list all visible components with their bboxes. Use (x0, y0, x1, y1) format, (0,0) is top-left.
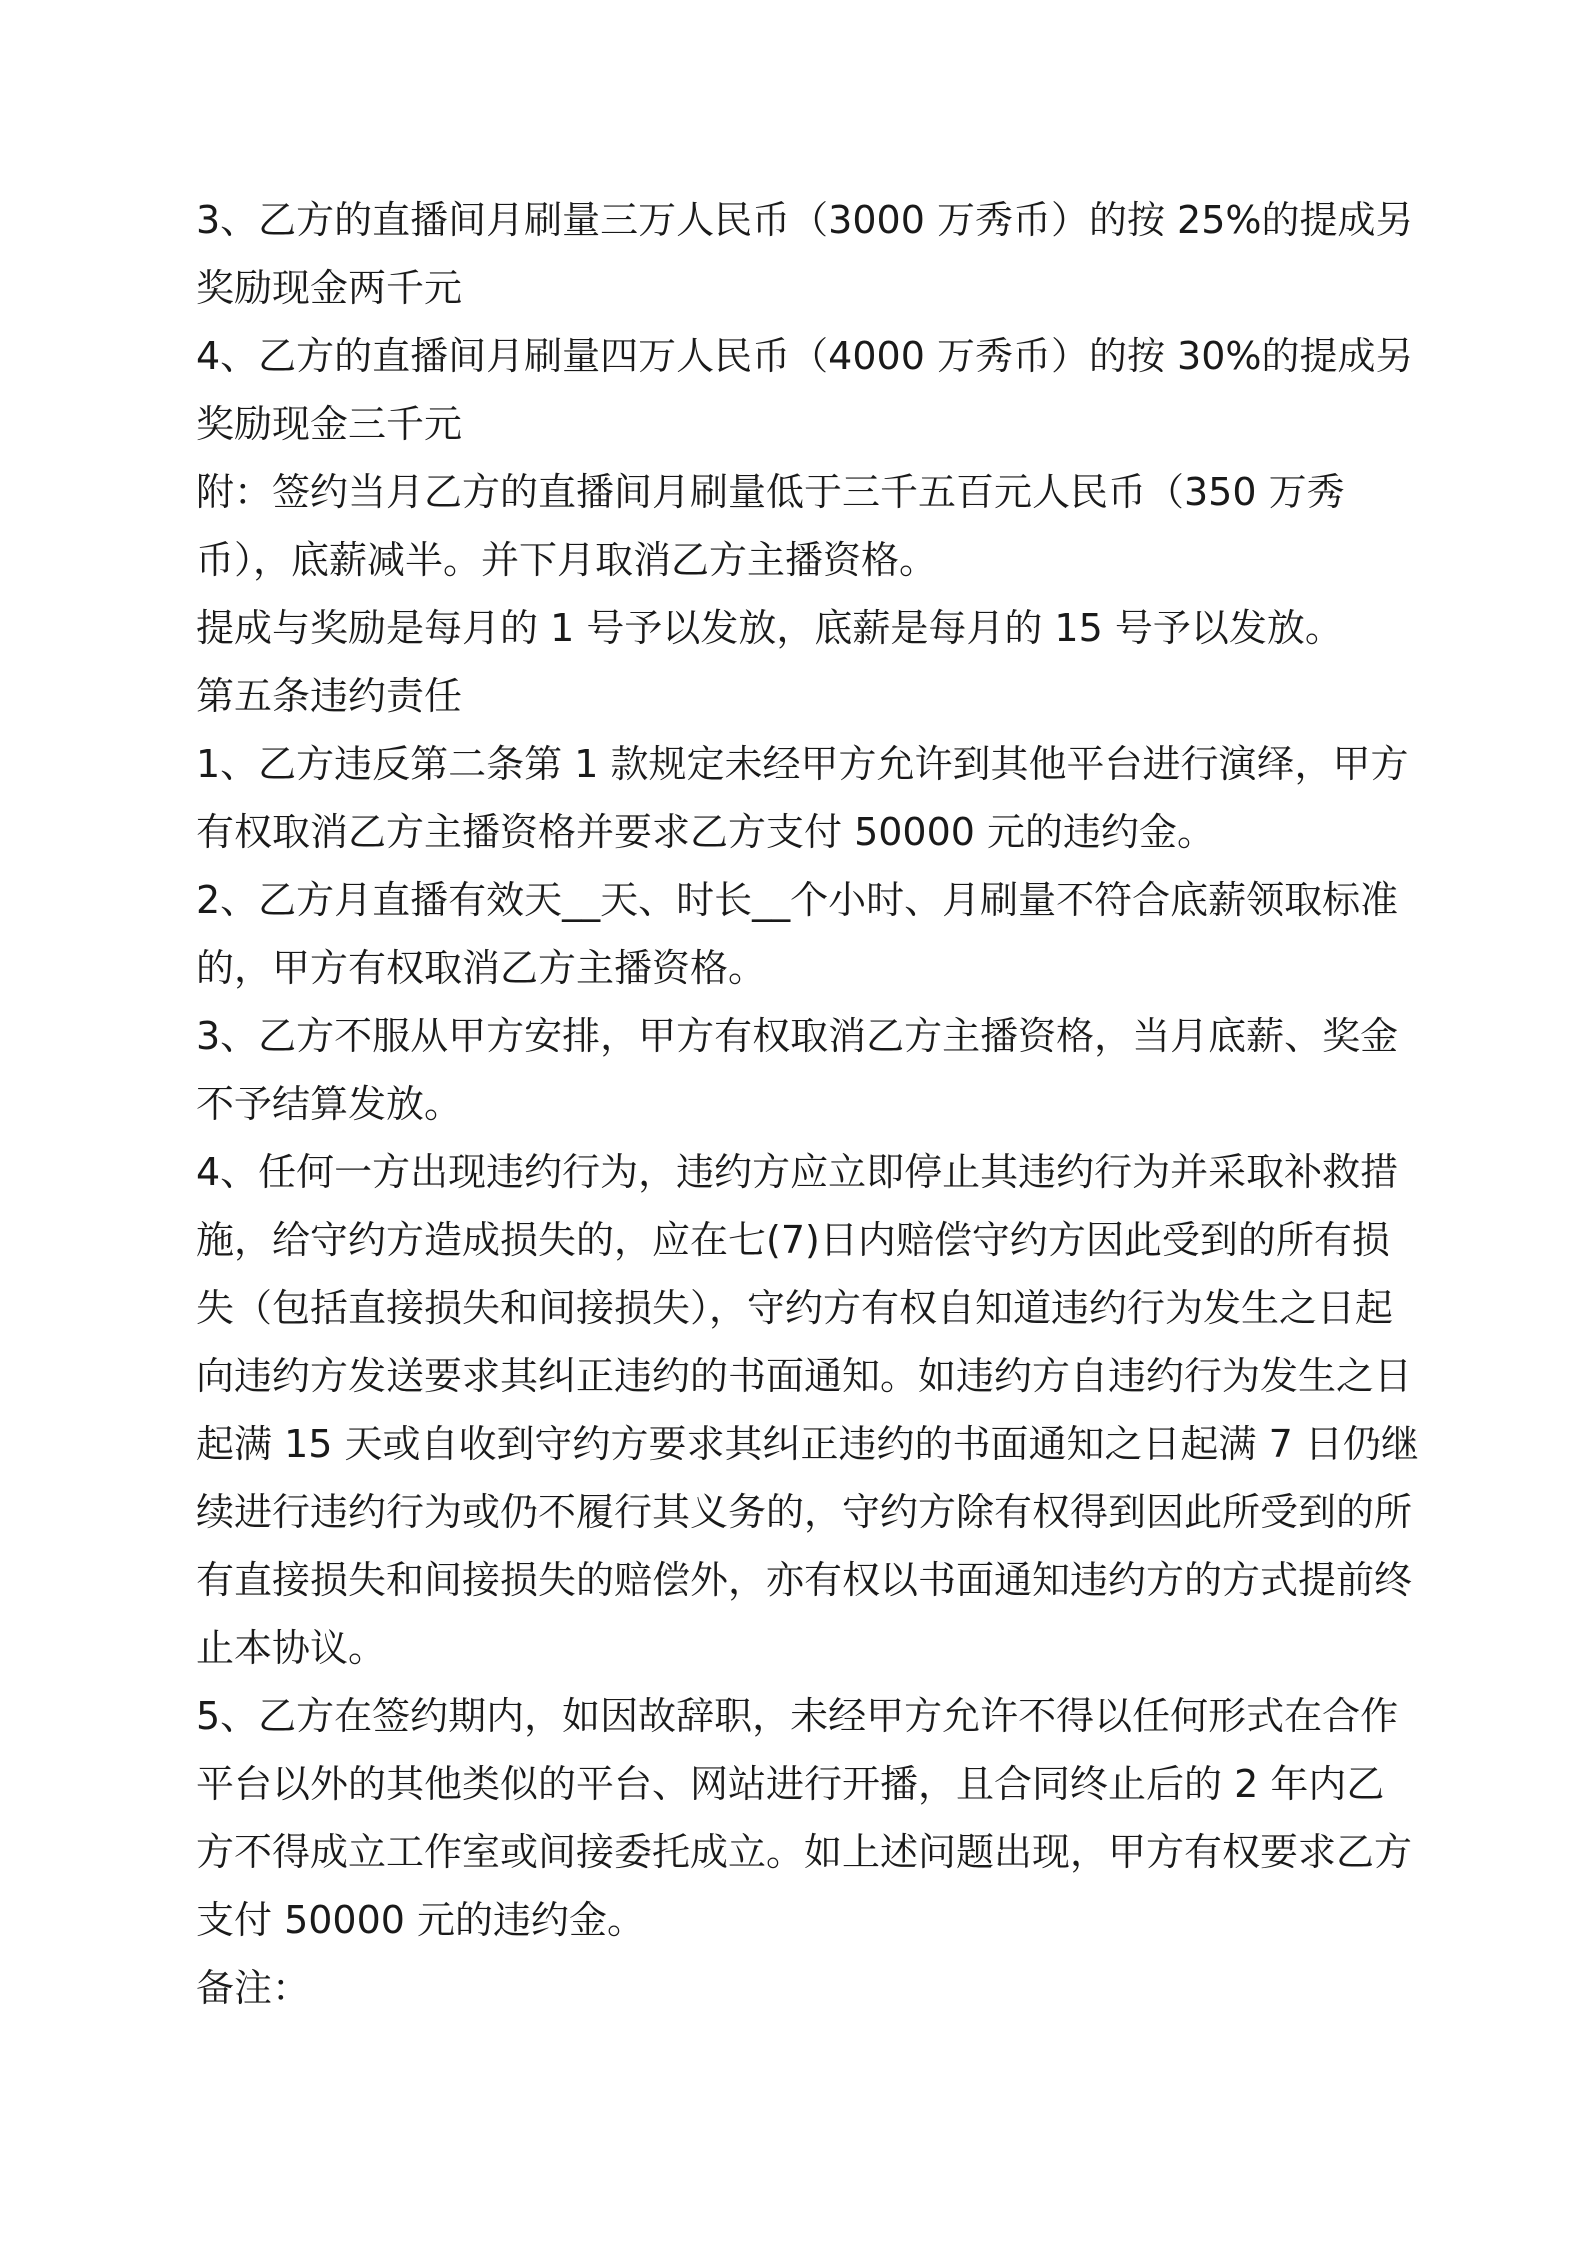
text-line: 5、乙方在签约期内，如因故辞职，未经甲方允许不得以任何形式在合作 (196, 1694, 1399, 1738)
text-line: 4、任何一方出现违约行为，违约方应立即停止其违约行为并采取补救措 (196, 1150, 1399, 1194)
appendix-note (196, 458, 1416, 594)
breach-clause-4 (196, 1138, 1419, 1682)
text-line: 奖励现金两千元 (196, 266, 463, 310)
text-line: 续进行违约行为或仍不履行其义务的，守约方除有权得到因此所受到的所 (196, 1490, 1413, 1534)
text-line: 平台以外的其他类似的平台、网站进行开播，且合同终止后的 2 年内乙 (196, 1762, 1385, 1806)
remarks-label (196, 1954, 1416, 2022)
payment-schedule (196, 594, 1416, 662)
text-line: 不予结算发放。 (196, 1082, 463, 1126)
breach-clause-3 (196, 1002, 1416, 1138)
breach-clause-5 (196, 1682, 1416, 1954)
text-line: 奖励现金三千元 (196, 402, 463, 446)
text-line: 向违约方发送要求其纠正违约的书面通知。如违约方自违约行为发生之日 (196, 1354, 1413, 1398)
text-line: 失（包括直接损失和间接损失），守约方有权自知道违约行为发生之日起 (196, 1286, 1394, 1330)
text-line: 第五条违约责任 (196, 674, 463, 718)
text-line: 3、乙方的直播间月刷量三万人民币（3000 万秀币）的按 25%的提成另 (196, 198, 1414, 242)
text-line: 备注： (196, 1966, 311, 2010)
text-line: 3、乙方不服从甲方安排，甲方有权取消乙方主播资格，当月底薪、奖金 (196, 1014, 1399, 1058)
text-line: 止本协议。 (196, 1626, 387, 1670)
document-body (196, 186, 1419, 2022)
text-line: 起满 15 天或自收到守约方要求其纠正违约的书面通知之日起满 7 日仍继 (196, 1422, 1419, 1466)
text-line: 提成与奖励是每月的 1 号予以发放，底薪是每月的 15 号予以发放。 (196, 606, 1343, 650)
breach-clause-2 (196, 866, 1416, 1002)
text-line: 有直接损失和间接损失的赔偿外，亦有权以书面通知违约方的方式提前终 (196, 1558, 1413, 1602)
text-line: 支付 50000 元的违约金。 (196, 1898, 646, 1942)
text-line: 币），底薪减半。并下月取消乙方主播资格。 (196, 538, 938, 582)
text-line: 的，甲方有权取消乙方主播资格。 (196, 946, 767, 990)
text-line: 附：签约当月乙方的直播间月刷量低于三千五百元人民币（350 万秀 (196, 470, 1345, 514)
breach-clause-1 (196, 730, 1416, 866)
section-heading (196, 662, 1416, 730)
text-line: 有权取消乙方主播资格并要求乙方支付 50000 元的违约金。 (196, 810, 1216, 854)
text-line: 2、乙方月直播有效天__天、时长__个小时、月刷量不符合底薪领取标准 (196, 878, 1399, 922)
text-line: 施，给守约方造成损失的，应在七(7)日内赔偿守约方因此受到的所有损 (196, 1218, 1390, 1262)
clause-4-commission (196, 322, 1416, 458)
clause-3-commission (196, 186, 1416, 322)
text-line: 1、乙方违反第二条第 1 款规定未经甲方允许到其他平台进行演绎，甲方 (196, 742, 1409, 786)
text-line: 方不得成立工作室或间接委托成立。如上述问题出现，甲方有权要求乙方 (196, 1830, 1413, 1874)
text-line: 4、乙方的直播间月刷量四万人民币（4000 万秀币）的按 30%的提成另 (196, 334, 1414, 378)
